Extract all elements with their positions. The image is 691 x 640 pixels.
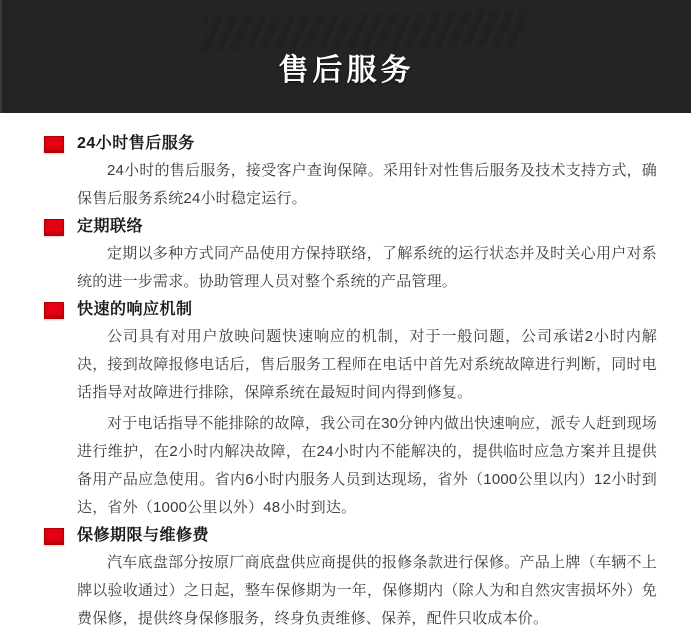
section-24h-service: [44, 134, 657, 213]
section-heading-row: [44, 217, 657, 237]
section-warranty: [44, 526, 657, 633]
section-rapid-response: [44, 300, 657, 522]
section-heading-row: [44, 300, 657, 320]
section-heading-row: [44, 526, 657, 546]
section-paragraph: 汽车底盘部分按原厂商底盘供应商提供的报修条款进行保修。产品上牌（车辆不上牌以验收通过）之日起，整车保修期为一年，保修期内（除人为和自然灾害损坏外）免费保修，提供终身保修服务，终身负责维修、保养，配件只收成本价。: [77, 554, 657, 627]
section-regular-contact: [44, 217, 657, 296]
section-heading-row: [44, 134, 657, 154]
section-paragraph: 公司具有对用户放映问题快速响应的机制，对于一般问题，公司承诺2小时内解决，接到故障报修电话后，售后服务工程师在电话中首先对系统故障进行判断，同时电话指导对故障进行排除，保障系统在最短时间内得到修复。: [77, 328, 657, 401]
section-paragraph: 对于电话指导不能排除的故障，我公司在30分钟内做出快速响应，派专人赶到现场进行维护，在2小时内解决故障，在24小时内不能解决的，提供临时应急方案并且提供备用产品应急使用。省内6小时内服务人员到达现场，省外（1000公里以内）12小时到达，省外（1000公里以外）48小时到达。: [77, 415, 657, 516]
section-heading: 保修期限与维修费: [77, 527, 210, 544]
page-header: [0, 0, 691, 113]
red-square-bullet: [44, 528, 64, 545]
section-heading: 24小时售后服务: [77, 135, 195, 152]
page-title: 售后服务: [278, 54, 415, 87]
section-paragraph: 定期以多种方式同产品使用方保持联络，了解系统的运行状态并及时关心用户对系统的进一步需求。协助管理人员对整个系统的产品管理。: [77, 245, 657, 290]
content: [0, 113, 691, 633]
section-heading: 定期联络: [77, 218, 144, 235]
red-square-bullet: [44, 219, 64, 236]
red-square-bullet: [44, 302, 64, 319]
red-square-bullet: [44, 136, 64, 153]
section-heading: 快速的响应机制: [77, 301, 193, 318]
section-paragraph: 24小时的售后服务，接受客户查询保障。采用针对性售后服务及技术支持方式，确保售后服务系统24小时稳定运行。: [77, 162, 657, 207]
